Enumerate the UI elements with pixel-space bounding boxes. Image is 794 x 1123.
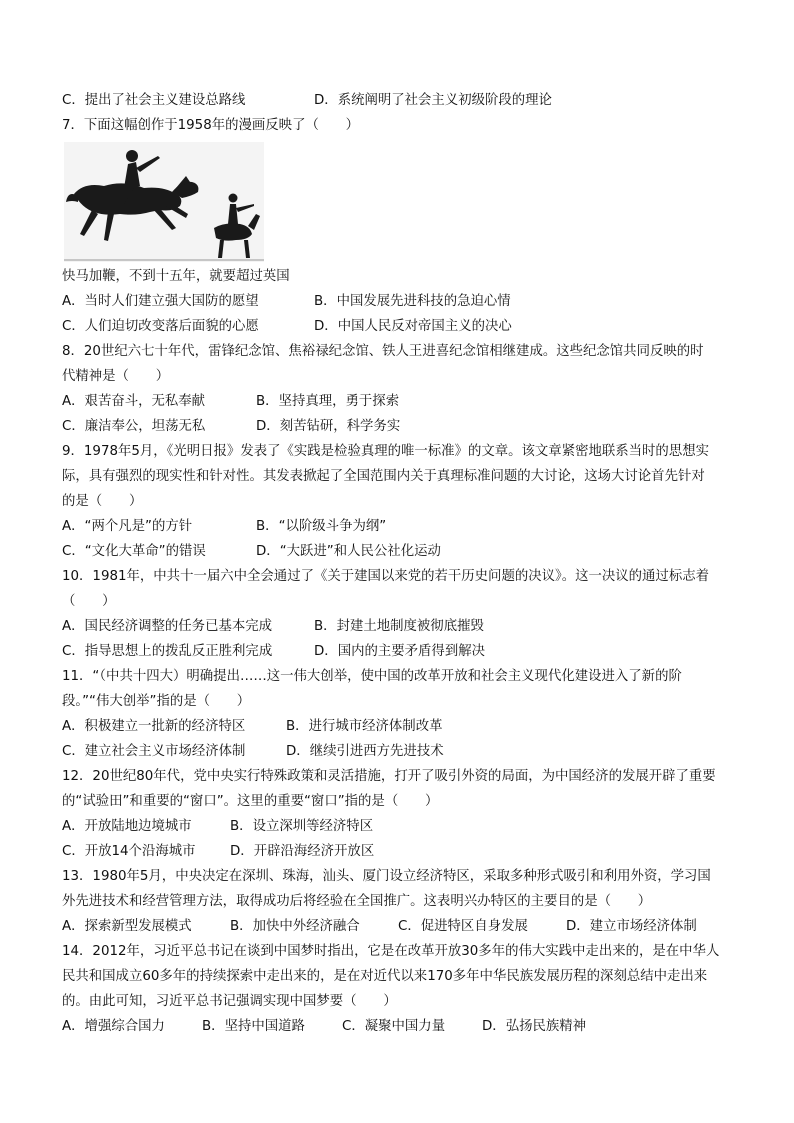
q12-option-d[interactable]: D．开辟沿海经济开放区 <box>230 844 375 859</box>
q10-option-a[interactable]: A．国民经济调整的任务已基本完成 <box>62 619 273 634</box>
q8-stem-line-2: 代精神是（ ） <box>62 369 170 384</box>
q10-option-d[interactable]: D．国内的主要矛盾得到解决 <box>314 644 485 659</box>
q11-options-row-cd <box>62 739 742 764</box>
q13-option-a[interactable]: A．探索新型发展模式 <box>62 919 192 934</box>
q12-stem-line-1: 12．20世纪80年代，党中央实行特殊政策和灵活措施，打开了吸引外资的局面，为中国经济的发展开辟了重要 <box>62 769 716 784</box>
q13-option-b[interactable]: B．加快中外经济融合 <box>230 919 360 934</box>
q11-options-row-ab <box>62 714 742 739</box>
q8-option-c[interactable]: C．廉洁奉公，坦荡无私 <box>62 419 206 434</box>
q14-stem-line-1: 14．2012年，习近平总书记在谈到中国梦时指出，它是在改革开放30多年的伟大实践中走出来的，是在中华人 <box>62 944 720 959</box>
q10-option-b[interactable]: B．封建土地制度被彻底摧毁 <box>314 619 484 634</box>
q11-stem-line-1: 11．“（中共十四大）明确提出……这一伟大创举，使中国的改革开放和社会主义现代化建设进入了新的阶 <box>62 669 682 684</box>
q7-options-row-ab <box>62 289 742 314</box>
q8-option-d[interactable]: D．刻苦钻研，科学务实 <box>256 419 401 434</box>
q11-option-a[interactable]: A．积极建立一批新的经济特区 <box>62 719 246 734</box>
q9-options-row-ab <box>62 514 742 539</box>
q11-stem-line-2: 段。”“伟大创举”指的是（ ） <box>62 694 251 709</box>
q13-options-row <box>62 914 742 939</box>
q13-option-c[interactable]: C．促进特区自身发展 <box>398 919 528 934</box>
q7-option-b[interactable]: B．中国发展先进科技的急迫心情 <box>314 294 511 309</box>
q9-option-c[interactable]: C．“文化大革命”的错误 <box>62 544 206 559</box>
q6-option-d[interactable]: D．系统阐明了社会主义初级阶段的理论 <box>314 93 552 108</box>
q9-options-row-cd <box>62 539 742 564</box>
q13-stem-line-1: 13．1980年5月，中央决定在深圳、珠海，汕头、厦门设立经济特区，采取多种形式吸引和利用外资，学习国 <box>62 869 711 884</box>
horse-and-donkey-riders-cartoon-icon <box>64 142 264 262</box>
q6-options-row-cd <box>62 88 742 113</box>
q9-stem-line-1: 9．1978年5月，《光明日报》发表了《实践是检验真理的唯一标准》的文章。该文章紧密地联系当时的思想实 <box>62 444 709 459</box>
q10-stem-line-1: 10．1981年，中共十一届六中全会通过了《关于建国以来党的若干历史问题的决议》。这一决议的通过标志着 <box>62 569 709 584</box>
q8-option-b[interactable]: B．坚持真理，勇于探索 <box>256 394 400 409</box>
q11-option-d[interactable]: D．继续引进西方先进技术 <box>286 744 444 759</box>
q12-option-c[interactable]: C．开放14个沿海城市 <box>62 844 196 859</box>
q8-options-row-cd <box>62 414 742 439</box>
q14-option-a[interactable]: A．增强综合国力 <box>62 1019 165 1034</box>
q13-stem-line-2: 外先进技术和经营管理方法，取得成功后将经验在全国推广。这表明兴办特区的主要目的是（ ） <box>62 894 652 909</box>
q8-options-row-ab <box>62 389 742 414</box>
q12-options-row-ab <box>62 814 742 839</box>
q7-option-c[interactable]: C．人们迫切改变落后面貌的心愿 <box>62 319 259 334</box>
q12-option-a[interactable]: A．开放陆地边境城市 <box>62 819 192 834</box>
q14-stem-line-2: 民共和国成立60多年的持续探索中走出来的，是在对近代以来170多年中华民族发展历程的深刻总结中走出来 <box>62 969 708 984</box>
q14-option-d[interactable]: D．弘扬民族精神 <box>482 1019 587 1034</box>
q8-option-a[interactable]: A．艰苦奋斗，无私奉献 <box>62 394 206 409</box>
q9-option-b[interactable]: B．“以阶级斗争为纲” <box>256 519 387 534</box>
q7-options-row-cd <box>62 314 742 339</box>
q14-options-row <box>62 1014 742 1039</box>
q8-stem-line-1: 8．20世纪六七十年代，雷锋纪念馆、焦裕禄纪念馆、铁人王进喜纪念馆相继建成。这些纪念馆共同反映的时 <box>62 344 704 359</box>
q10-option-c[interactable]: C．指导思想上的拨乱反正胜利完成 <box>62 644 273 659</box>
q10-stem-line-2: （ ） <box>62 594 116 609</box>
cartoon-image <box>64 142 264 262</box>
q14-stem-line-3: 的。由此可知，习近平总书记强调实现中国梦要（ ） <box>62 994 397 1009</box>
q7-stem: 7．下面这幅创作于1958年的漫画反映了（ ） <box>62 118 360 133</box>
q9-stem-line-2: 际，具有强烈的现实性和针对性。其发表掀起了全国范围内关于真理标准问题的大讨论，这场大讨论首先针对 <box>62 469 705 484</box>
q9-stem-line-3: 的是（ ） <box>62 494 143 509</box>
q7-option-d[interactable]: D．中国人民反对帝国主义的决心 <box>314 319 512 334</box>
q10-options-row-cd <box>62 639 742 664</box>
q6-option-c[interactable]: C．提出了社会主义建设总路线 <box>62 93 246 108</box>
q13-option-d[interactable]: D．建立市场经济体制 <box>566 919 697 934</box>
q11-option-b[interactable]: B．进行城市经济体制改革 <box>286 719 443 734</box>
q9-option-a[interactable]: A．“两个凡是”的方针 <box>62 519 193 534</box>
q14-option-b[interactable]: B．坚持中国道路 <box>202 1019 305 1034</box>
q7-option-a[interactable]: A．当时人们建立强大国防的愿望 <box>62 294 259 309</box>
q14-option-c[interactable]: C．凝聚中国力量 <box>342 1019 446 1034</box>
q11-option-c[interactable]: C．建立社会主义市场经济体制 <box>62 744 246 759</box>
q10-options-row-ab <box>62 614 742 639</box>
q12-options-row-cd <box>62 839 742 864</box>
exam-page <box>62 88 742 1039</box>
q12-option-b[interactable]: B．设立深圳等经济特区 <box>230 819 374 834</box>
q7-cartoon-caption: 快马加鞭，不到十五年，就要超过英国 <box>62 269 290 284</box>
q9-option-d[interactable]: D．“大跃进”和人民公社化运动 <box>256 544 441 559</box>
q12-stem-line-2: 的“试验田”和重要的“窗口”。这里的重要“窗口”指的是（ ） <box>62 794 439 809</box>
